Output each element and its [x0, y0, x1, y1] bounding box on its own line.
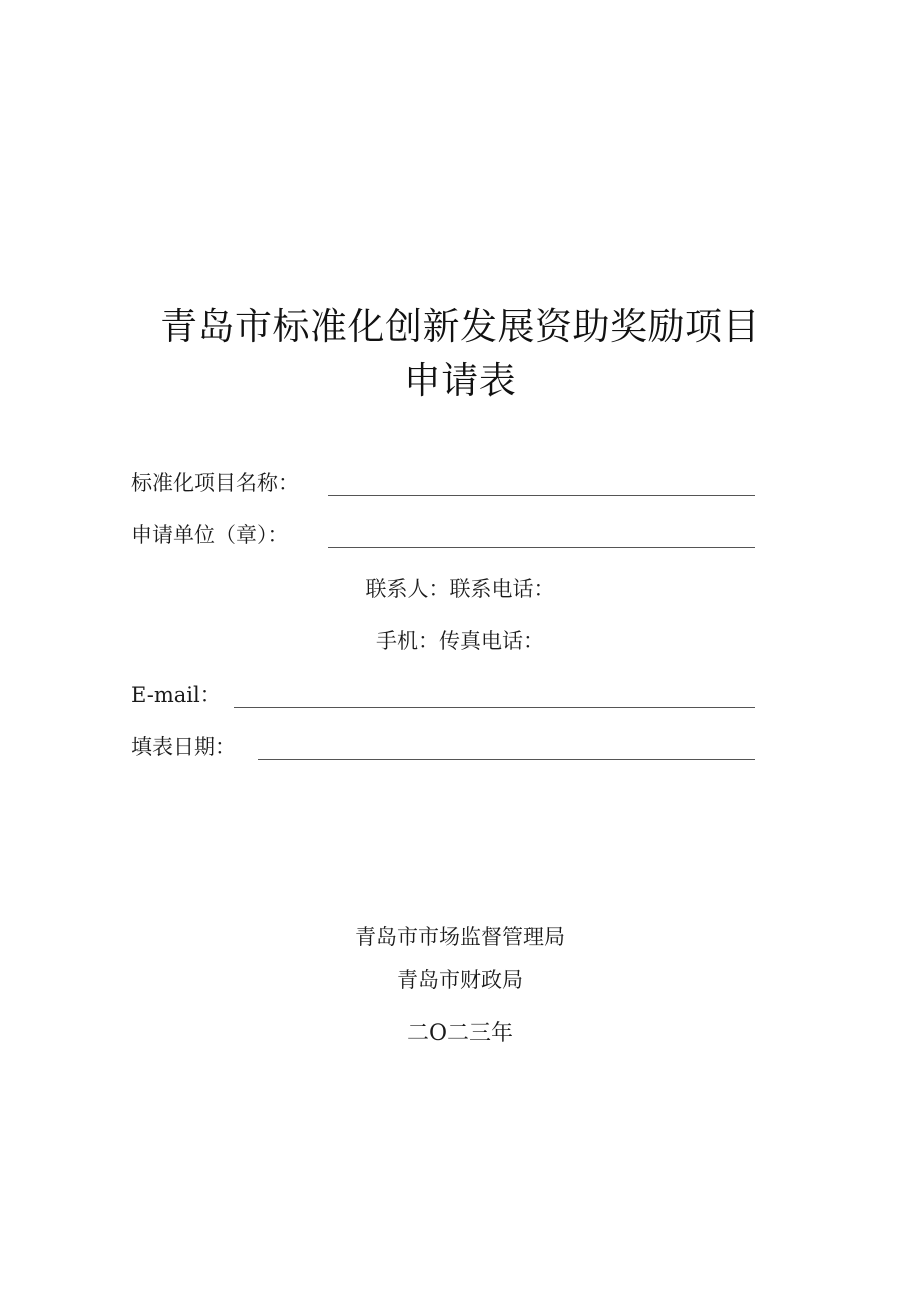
applicant-label: 申请单位（章）：	[131, 523, 289, 547]
issuer-finance-bureau: 青岛市财政局	[397, 968, 523, 992]
email-input-line[interactable]	[234, 707, 755, 708]
mobile-fax-line: 手机：传真电话：	[376, 629, 544, 653]
project-name-field	[131, 468, 761, 498]
project-name-label: 标准化项目名称：	[131, 471, 299, 495]
form-title: 青岛市标准化创新发展资助奖励项目	[160, 305, 760, 348]
email-field	[131, 680, 761, 710]
issue-year: 二O二三年	[406, 1021, 514, 1046]
applicant-input-line[interactable]	[328, 547, 755, 548]
applicant-field	[131, 520, 761, 550]
project-name-input-line[interactable]	[328, 495, 755, 496]
date-input-line[interactable]	[258, 759, 755, 760]
date-field	[131, 732, 761, 762]
email-label: E-mail：	[131, 683, 221, 707]
date-label: 填表日期：	[131, 735, 236, 759]
issuer-market-supervision: 青岛市市场监督管理局	[355, 925, 565, 949]
contact-line: 联系人：联系电话：	[365, 577, 555, 601]
form-subtitle: 申请表	[403, 359, 517, 402]
